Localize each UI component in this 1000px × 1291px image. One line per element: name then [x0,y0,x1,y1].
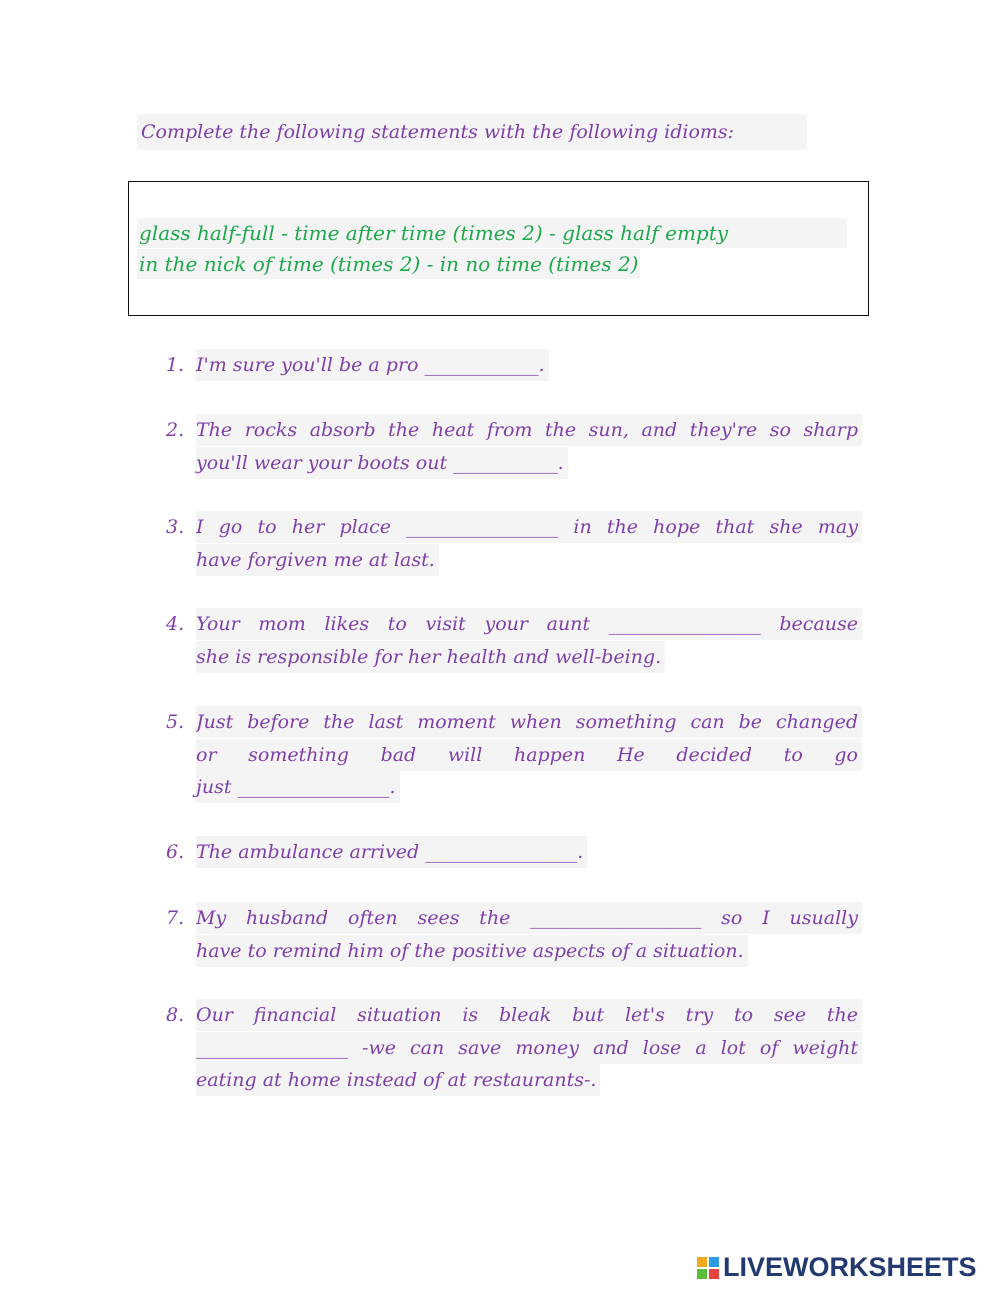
liveworksheets-logo [697,1252,993,1282]
item-number: 2. [166,419,185,441]
instruction-text: Complete the following statements with the following idioms: [137,114,807,150]
item-text-line: she is responsible for her health and well-being. [196,641,665,673]
item-text-line: or something bad will happen He decided to go [196,739,862,771]
item-text-line: eating at home instead of at restaurants-. [196,1064,600,1096]
item-number: 8. [166,1004,185,1026]
item-text-line: Just before the last moment when something can be changed [196,706,862,738]
item-number: 4. [166,613,185,635]
word-bank-box [128,181,869,316]
item-number: 3. [166,516,185,538]
logo-text: LIVEWORKSHEETS [723,1252,977,1282]
item-text-line: Our financial situation is bleak but let's try to see the [196,999,862,1031]
item-number: 5. [166,711,185,733]
item-text-line: have forgiven me at last. [196,544,439,576]
logo-blocks-icon [697,1257,719,1279]
item-text-line: My husband often sees the __________________ so I usually [196,902,862,934]
item-text-line: ________________ -we can save money and lose a lot of weight [196,1032,862,1064]
item-number: 7. [166,907,185,929]
item-text-line: you'll wear your boots out ___________. [196,447,568,479]
item-text-line: have to remind him of the positive aspects of a situation. [196,935,748,967]
item-text-line: The rocks absorb the heat from the sun, and they're so sharp [196,414,862,446]
item-text-line: just ________________. [196,771,400,803]
item-text-line: The ambulance arrived ________________. [196,836,587,868]
item-text-line: Your mom likes to visit your aunt ________________ because [196,608,862,640]
item-number: 6. [166,841,185,863]
word-bank-line-1: glass half-full - time after time (times 2) - glass half empty [137,218,847,248]
item-number: 1. [166,354,185,376]
item-text-line: I go to her place ________________ in the hope that she may [196,511,862,543]
item-text-line: I'm sure you'll be a pro ____________. [196,349,549,381]
word-bank-line-2: in the nick of time (times 2) - in no time (times 2) [137,249,640,279]
